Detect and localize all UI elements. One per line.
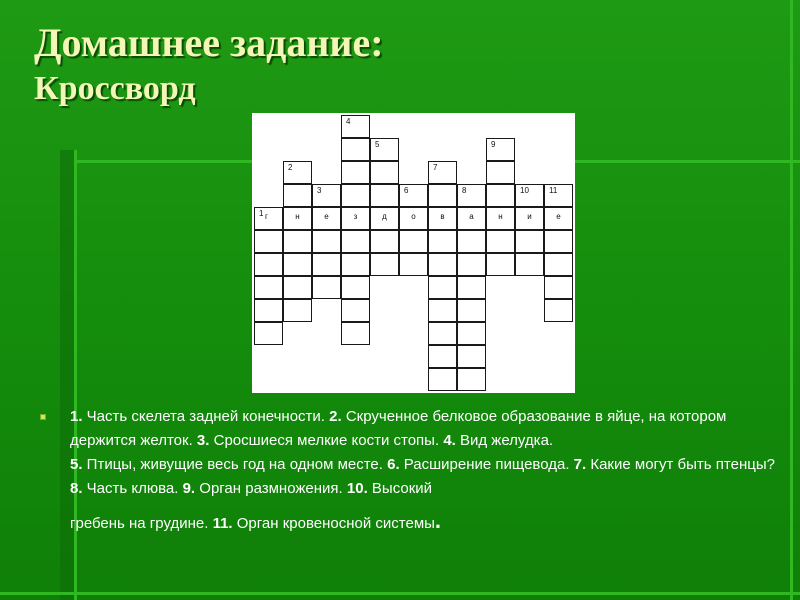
crossword-cell xyxy=(283,299,312,322)
clue: гребень на грудине. xyxy=(70,515,213,532)
crossword-cell xyxy=(341,276,370,299)
crossword-cell xyxy=(515,253,544,276)
crossword-cell xyxy=(341,161,370,184)
crossword-cell xyxy=(370,230,399,253)
crossword-cell xyxy=(544,299,573,322)
crossword-cell xyxy=(428,345,457,368)
crossword-cell xyxy=(486,161,515,184)
background-decoration xyxy=(0,592,800,595)
crossword-cell xyxy=(428,207,457,230)
title-homework: Домашнее задание: xyxy=(34,20,384,65)
cell-letter: и xyxy=(527,212,532,221)
cell-number: 3 xyxy=(317,186,322,195)
crossword-cell xyxy=(457,230,486,253)
crossword-cell xyxy=(428,368,457,391)
crossword-cell xyxy=(486,253,515,276)
crossword-cell xyxy=(399,207,428,230)
crossword-cell xyxy=(428,230,457,253)
crossword-cell xyxy=(515,230,544,253)
clue: 10. Высокий xyxy=(346,480,433,497)
crossword-cell xyxy=(399,184,428,207)
crossword-cell xyxy=(457,368,486,391)
crossword-cell xyxy=(254,207,283,230)
crossword-panel xyxy=(252,113,575,393)
crossword-cell xyxy=(457,345,486,368)
crossword-cell xyxy=(428,184,457,207)
crossword-cell xyxy=(370,253,399,276)
crossword-cell xyxy=(341,322,370,345)
crossword-cell xyxy=(457,253,486,276)
crossword-cell xyxy=(341,184,370,207)
crossword-cell xyxy=(544,276,573,299)
crossword-cell xyxy=(341,299,370,322)
clue: 1. Часть скелета задней конечности. xyxy=(70,408,330,425)
crossword-cell xyxy=(370,161,399,184)
cell-letter: н xyxy=(295,212,300,221)
crossword-cell xyxy=(486,207,515,230)
clues-text xyxy=(70,405,782,536)
crossword-cell xyxy=(486,138,515,161)
crossword-cell xyxy=(254,299,283,322)
cell-number: 5 xyxy=(375,140,380,149)
title-crossword: Кроссворд xyxy=(34,70,196,107)
cell-letter: з xyxy=(353,212,358,221)
crossword-cell xyxy=(341,207,370,230)
cell-letter: г xyxy=(265,212,268,221)
crossword-cell xyxy=(341,253,370,276)
cell-number: 2 xyxy=(288,163,293,172)
crossword-cell xyxy=(457,207,486,230)
crossword-cell xyxy=(428,161,457,184)
crossword-cell xyxy=(544,207,573,230)
crossword-cell xyxy=(486,230,515,253)
crossword-cell xyxy=(312,253,341,276)
clue: 5. Птицы, живущие весь год на одном месте. xyxy=(70,456,388,473)
crossword-cell xyxy=(341,138,370,161)
clue: 6. Расширение пищевода. xyxy=(387,456,574,473)
cell-number: 11 xyxy=(549,186,558,195)
cell-letter: д xyxy=(382,212,387,221)
crossword-grid xyxy=(252,113,575,393)
crossword-cell xyxy=(399,230,428,253)
crossword-cell xyxy=(515,184,544,207)
crossword-cell xyxy=(283,207,312,230)
slide-title xyxy=(34,18,384,110)
clue: 7. Какие могут быть птенцы? xyxy=(573,456,775,473)
crossword-cell xyxy=(457,322,486,345)
cell-number: 6 xyxy=(404,186,409,195)
cell-letter: о xyxy=(411,212,416,221)
cell-number: 4 xyxy=(346,117,351,126)
crossword-cell xyxy=(457,299,486,322)
cell-letter: е xyxy=(324,212,329,221)
bullet-icon xyxy=(40,414,46,420)
crossword-cell xyxy=(457,184,486,207)
crossword-cell xyxy=(544,184,573,207)
background-decoration xyxy=(790,0,793,600)
crossword-cell xyxy=(312,230,341,253)
crossword-cell xyxy=(544,253,573,276)
cell-letter: е xyxy=(556,212,561,221)
crossword-cell xyxy=(254,230,283,253)
crossword-cell xyxy=(312,276,341,299)
cell-number: 8 xyxy=(462,186,467,195)
crossword-cell xyxy=(370,184,399,207)
clue: 9. Орган размножения. xyxy=(182,480,347,497)
crossword-cell xyxy=(283,161,312,184)
crossword-cell xyxy=(457,276,486,299)
cell-letter: а xyxy=(469,212,474,221)
clue: 2. Скрученное белковое образование в яйце, на котором держится желток. xyxy=(70,408,727,449)
final-dot: . xyxy=(434,508,442,533)
crossword-cell xyxy=(428,299,457,322)
crossword-cell xyxy=(428,276,457,299)
crossword-cell xyxy=(341,115,370,138)
crossword-cell xyxy=(544,230,573,253)
clue: 11. Орган кровеносной системы xyxy=(212,515,435,532)
crossword-cell xyxy=(486,184,515,207)
crossword-cell xyxy=(515,207,544,230)
cell-number: 9 xyxy=(491,140,496,149)
crossword-cell xyxy=(370,138,399,161)
crossword-cell xyxy=(254,276,283,299)
crossword-cell xyxy=(370,207,399,230)
crossword-cell xyxy=(283,184,312,207)
crossword-cell xyxy=(283,253,312,276)
clue: 8. Часть клюва. xyxy=(70,480,183,497)
crossword-cell xyxy=(312,184,341,207)
cell-letter: в xyxy=(440,212,445,221)
crossword-cell xyxy=(312,207,341,230)
cell-number: 10 xyxy=(520,186,529,195)
cell-letter: н xyxy=(498,212,503,221)
clue: 4. Вид желудка. xyxy=(443,432,554,449)
cell-number: 1 xyxy=(259,209,264,218)
crossword-cell xyxy=(254,253,283,276)
crossword-cell xyxy=(341,230,370,253)
crossword-cell xyxy=(399,253,428,276)
crossword-cell xyxy=(283,230,312,253)
crossword-cell xyxy=(283,276,312,299)
crossword-cell xyxy=(428,253,457,276)
clue: 3. Сросшиеся мелкие кости стопы. xyxy=(196,432,444,449)
crossword-cell xyxy=(428,322,457,345)
cell-number: 7 xyxy=(433,163,438,172)
crossword-cell xyxy=(254,322,283,345)
